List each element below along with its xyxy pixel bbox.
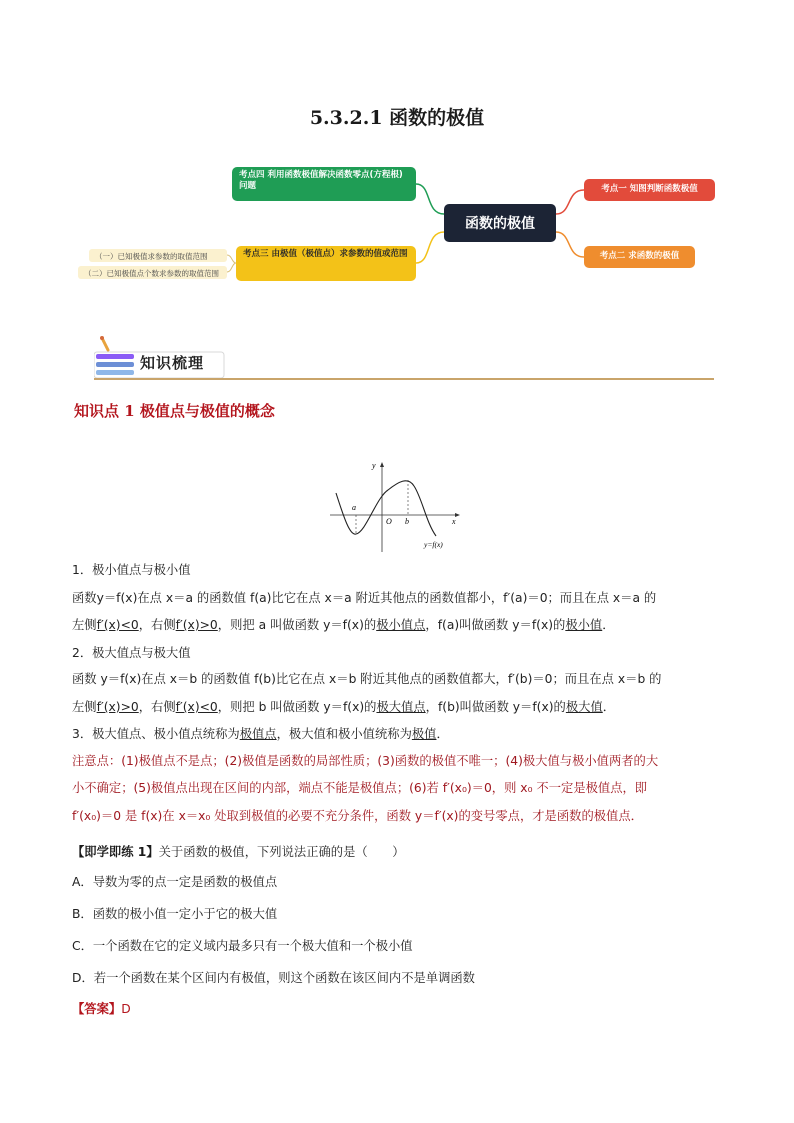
p2-line1: 函数 y＝f(x)在点 x＝b 的函数值 f(b)比它在点 x＝b 附近其他点的函数值都大，f′(b)＝0；而且在点 x＝b 的 — [72, 672, 662, 686]
mindmap-node-k3: 考点三 由极值（极值点）求参数的值或范围 — [236, 246, 416, 281]
note-line3: f′(x₀)＝0 是 f(x)在 x＝x₀ 处取到极值的必要不充分条件，函数 y＝f′(x)的变号零点，才是函数的极值点． — [72, 809, 643, 823]
p2-line2: 左侧f′(x)>0，右侧f′(x)<0，则把 b 叫做函数 y＝f(x)的极大值点，f(b)叫做函数 y＝f(x)的极大值． — [72, 700, 616, 714]
p3-line: 3．极大值点、极小值点统称为极值点，极大值和极小值统称为极值． — [72, 727, 449, 741]
p1-heading: 1．极小值点与极小值 — [72, 563, 191, 577]
graph-x-label: x — [452, 517, 456, 526]
exercise-option-a: A．导数为零的点一定是函数的极值点 — [72, 875, 278, 889]
graph-b-label: b — [405, 517, 409, 526]
exercise-answer: 【答案】D — [72, 1002, 131, 1016]
function-graph — [326, 458, 466, 554]
mindmap-sub-k3-2: （二）已知极值点个数求参数的取值范围 — [78, 266, 227, 279]
graph-origin-label: O — [386, 517, 392, 526]
knowledge-point-title: 知识点 1 极值点与极值的概念 — [74, 402, 275, 420]
graph-curve-label: y=f(x) — [424, 540, 443, 549]
p1-line2: 左侧f′(x)<0，右侧f′(x)>0，则把 a 叫做函数 y＝f(x)的极小值点，f(a)叫做函数 y＝f(x)的极小值． — [72, 618, 615, 632]
p2-heading: 2．极大值点与极大值 — [72, 646, 191, 660]
page-title: 5.3.2.1 函数的极值 — [309, 107, 485, 129]
section-title: 知识梳理 — [140, 354, 205, 372]
mindmap-node-k4: 考点四 利用函数极值解决函数零点(方程根)问题 — [232, 167, 416, 201]
section-divider — [94, 378, 714, 380]
exercise-option-b: B．函数的极小值一定小于它的极大值 — [72, 907, 278, 921]
mindmap-sub-k3-1: （一）已知极值求参数的取值范围 — [89, 249, 227, 262]
graph-a-label: a — [352, 503, 356, 512]
graph-y-label: y — [372, 461, 376, 470]
exercise-option-c: C．一个函数在它的定义域内最多只有一个极大值和一个极小值 — [72, 939, 413, 953]
note-line1: 注意点：(1)极值点不是点；(2)极值是函数的局部性质；(3)函数的极值不唯一；(4)极大值与极小值两者的大 — [72, 754, 659, 768]
p1-line1: 函数y＝f(x)在点 x＝a 的函数值 f(a)比它在点 x＝a 附近其他点的函数值都小，f′(a)＝0；而且在点 x＝a 的 — [72, 591, 657, 605]
mindmap-node-k2: 考点二 求函数的极值 — [584, 246, 695, 268]
exercise-question: 【即学即练 1】关于函数的极值，下列说法正确的是（ ） — [72, 845, 405, 859]
mindmap-node-k1: 考点一 知图判断函数极值 — [584, 179, 715, 201]
exercise-tag: 【即学即练 1】 — [72, 845, 159, 859]
exercise-option-d: D．若一个函数在某个区间内有极值，则这个函数在该区间内不是单调函数 — [72, 971, 475, 985]
answer-tag: 【答案】 — [72, 1002, 122, 1016]
note-line2: 小不确定；(5)极值点出现在区间的内部，端点不能是极值点；(6)若 f′(x₀)＝0，则 x₀ 不一定是极值点，即 — [72, 781, 648, 795]
mindmap-center: 函数的极值 — [444, 204, 556, 242]
